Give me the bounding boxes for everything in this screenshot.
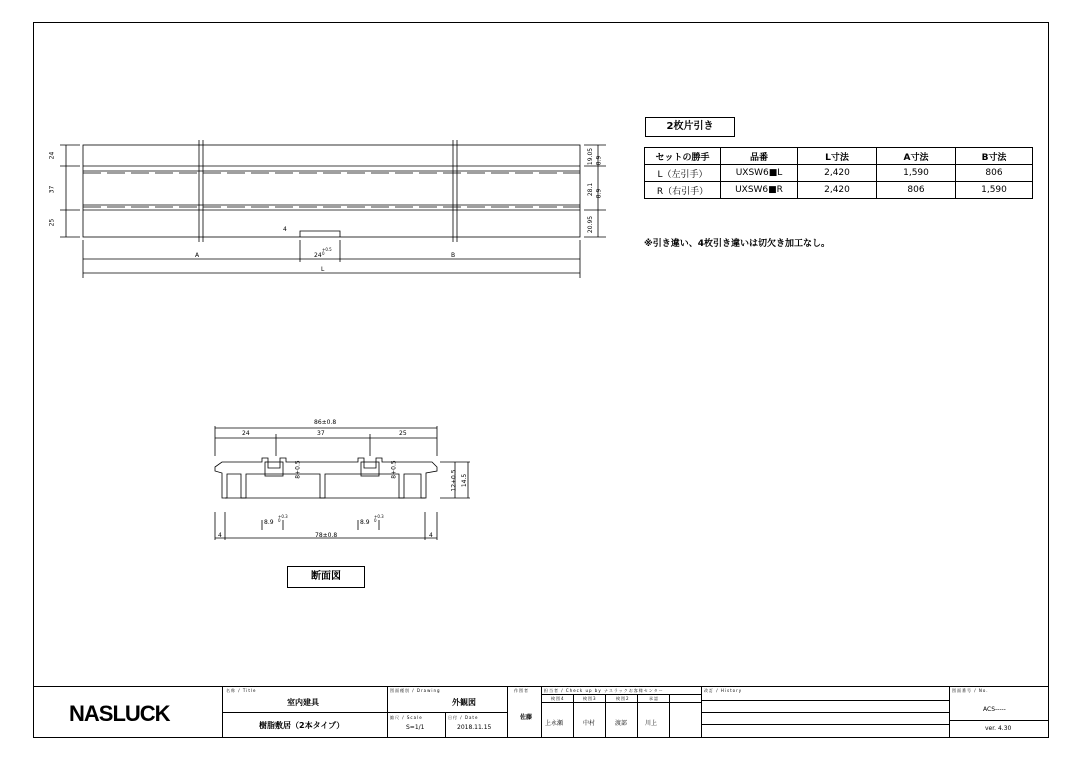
dim-right-2: 8.9 — [595, 155, 603, 166]
spec-header: A寸法 — [877, 148, 956, 165]
check-name: 上永瀬 — [545, 720, 564, 727]
section-seg-3: 25 — [399, 430, 407, 437]
check-name: 川上 — [645, 720, 658, 727]
section-height-1: 12+0.5 — [450, 469, 458, 492]
section-groove-tol-1: +0.3 0 — [278, 514, 288, 523]
date-label: 日付 / Date — [448, 715, 479, 720]
check-name: 渡部 — [615, 720, 628, 727]
dim-l: L — [321, 266, 325, 273]
spec-cell: 806 — [877, 182, 956, 199]
dim-right-5: 20.95 — [587, 215, 595, 234]
section-slot-depth-2: 8+0.5 — [390, 460, 398, 479]
spec-cell: 1,590 — [877, 165, 956, 182]
section-overall-width: 86±0.8 — [314, 419, 337, 426]
spec-header: セットの勝手 — [645, 148, 721, 165]
table-row — [645, 182, 1033, 199]
title-block — [33, 686, 1049, 738]
spec-header: 品番 — [721, 148, 798, 165]
scale-label: 縮尺 / Scale — [390, 715, 423, 720]
drawing-label: 図面種別 / Drawing — [390, 688, 441, 693]
title-name-line2: 樹脂敷居（2本タイプ） — [259, 721, 345, 730]
section-caption: 断面図 — [287, 566, 365, 588]
title-name-label: 名称 / Title — [226, 688, 257, 693]
dim-tab: 4 — [283, 226, 287, 233]
spec-cell: L（左引手） — [645, 165, 721, 182]
check-role: 検図3 — [583, 696, 597, 701]
dim-right-3: 28.1 — [587, 182, 595, 197]
spec-cell: UXSW6■R — [721, 182, 798, 199]
sill-profile — [215, 458, 437, 498]
check-role: 検図4 — [551, 696, 565, 701]
history-label: 改訂 / History — [704, 688, 743, 693]
section-height-2: 14.5 — [461, 473, 469, 488]
spec-header-row — [645, 148, 1033, 165]
dim-25: 25 — [48, 218, 56, 227]
spec-cell: 806 — [956, 165, 1033, 182]
spec-cell: 2,420 — [798, 182, 877, 199]
plan-view — [60, 140, 606, 278]
section-groove-1: 8.9 — [264, 519, 274, 526]
spec-header: L寸法 — [798, 148, 877, 165]
spec-cell: 1,590 — [956, 182, 1033, 199]
title-name-line1: 室内建具 — [287, 698, 319, 707]
spec-table — [644, 147, 1033, 199]
number-value: ACS----- — [983, 706, 1006, 713]
dim-slot: 24 — [314, 252, 322, 259]
spec-note: ※引き違い、4枚引き違いは切欠き加工なし。 — [644, 239, 831, 249]
spec-caption: 2枚片引き — [645, 117, 735, 137]
section-groove-tol-2: +0.3 0 — [374, 514, 384, 523]
drawn-value: 佐藤 — [520, 714, 533, 721]
nasluck-logo: NASLUCK — [69, 701, 170, 726]
drawn-label: 作図者 — [514, 688, 529, 693]
table-row — [645, 165, 1033, 182]
section-edge-1: 4 — [218, 532, 222, 539]
check-role: 承認 — [649, 696, 659, 701]
section-view — [215, 426, 470, 540]
sill-outline — [83, 145, 580, 237]
section-base-width: 78±0.8 — [315, 532, 338, 539]
check-name: 中村 — [583, 720, 596, 727]
dim-37: 37 — [48, 185, 56, 194]
dim-24: 24 — [48, 151, 56, 160]
scale-value: S=1/1 — [406, 724, 425, 731]
dim-right-1: 19.05 — [587, 147, 595, 166]
dim-b: B — [451, 252, 456, 259]
drawing-value: 外観図 — [452, 698, 476, 707]
section-slot-depth-1: 8+0.5 — [294, 460, 302, 479]
spec-cell: R（右引手） — [645, 182, 721, 199]
dim-right-4: 8.9 — [595, 188, 603, 199]
number-label: 図面番号 / No. — [952, 688, 989, 693]
dim-slot-tol: +0.5 0 — [322, 247, 332, 256]
spec-cell: 2,420 — [798, 165, 877, 182]
check-role: 検図2 — [616, 696, 630, 701]
spec-cell: UXSW6■L — [721, 165, 798, 182]
date-value: 2018.11.15 — [457, 724, 492, 731]
dim-a: A — [195, 252, 200, 259]
section-groove-2: 8.9 — [360, 519, 370, 526]
section-seg-1: 24 — [242, 430, 250, 437]
section-seg-2: 37 — [317, 430, 325, 437]
check-label: 担当者 / Check up by ナスラックお客様センター — [544, 688, 664, 693]
spec-header: B寸法 — [956, 148, 1033, 165]
version-value: ver. 4.30 — [985, 725, 1012, 732]
section-edge-2: 4 — [429, 532, 433, 539]
